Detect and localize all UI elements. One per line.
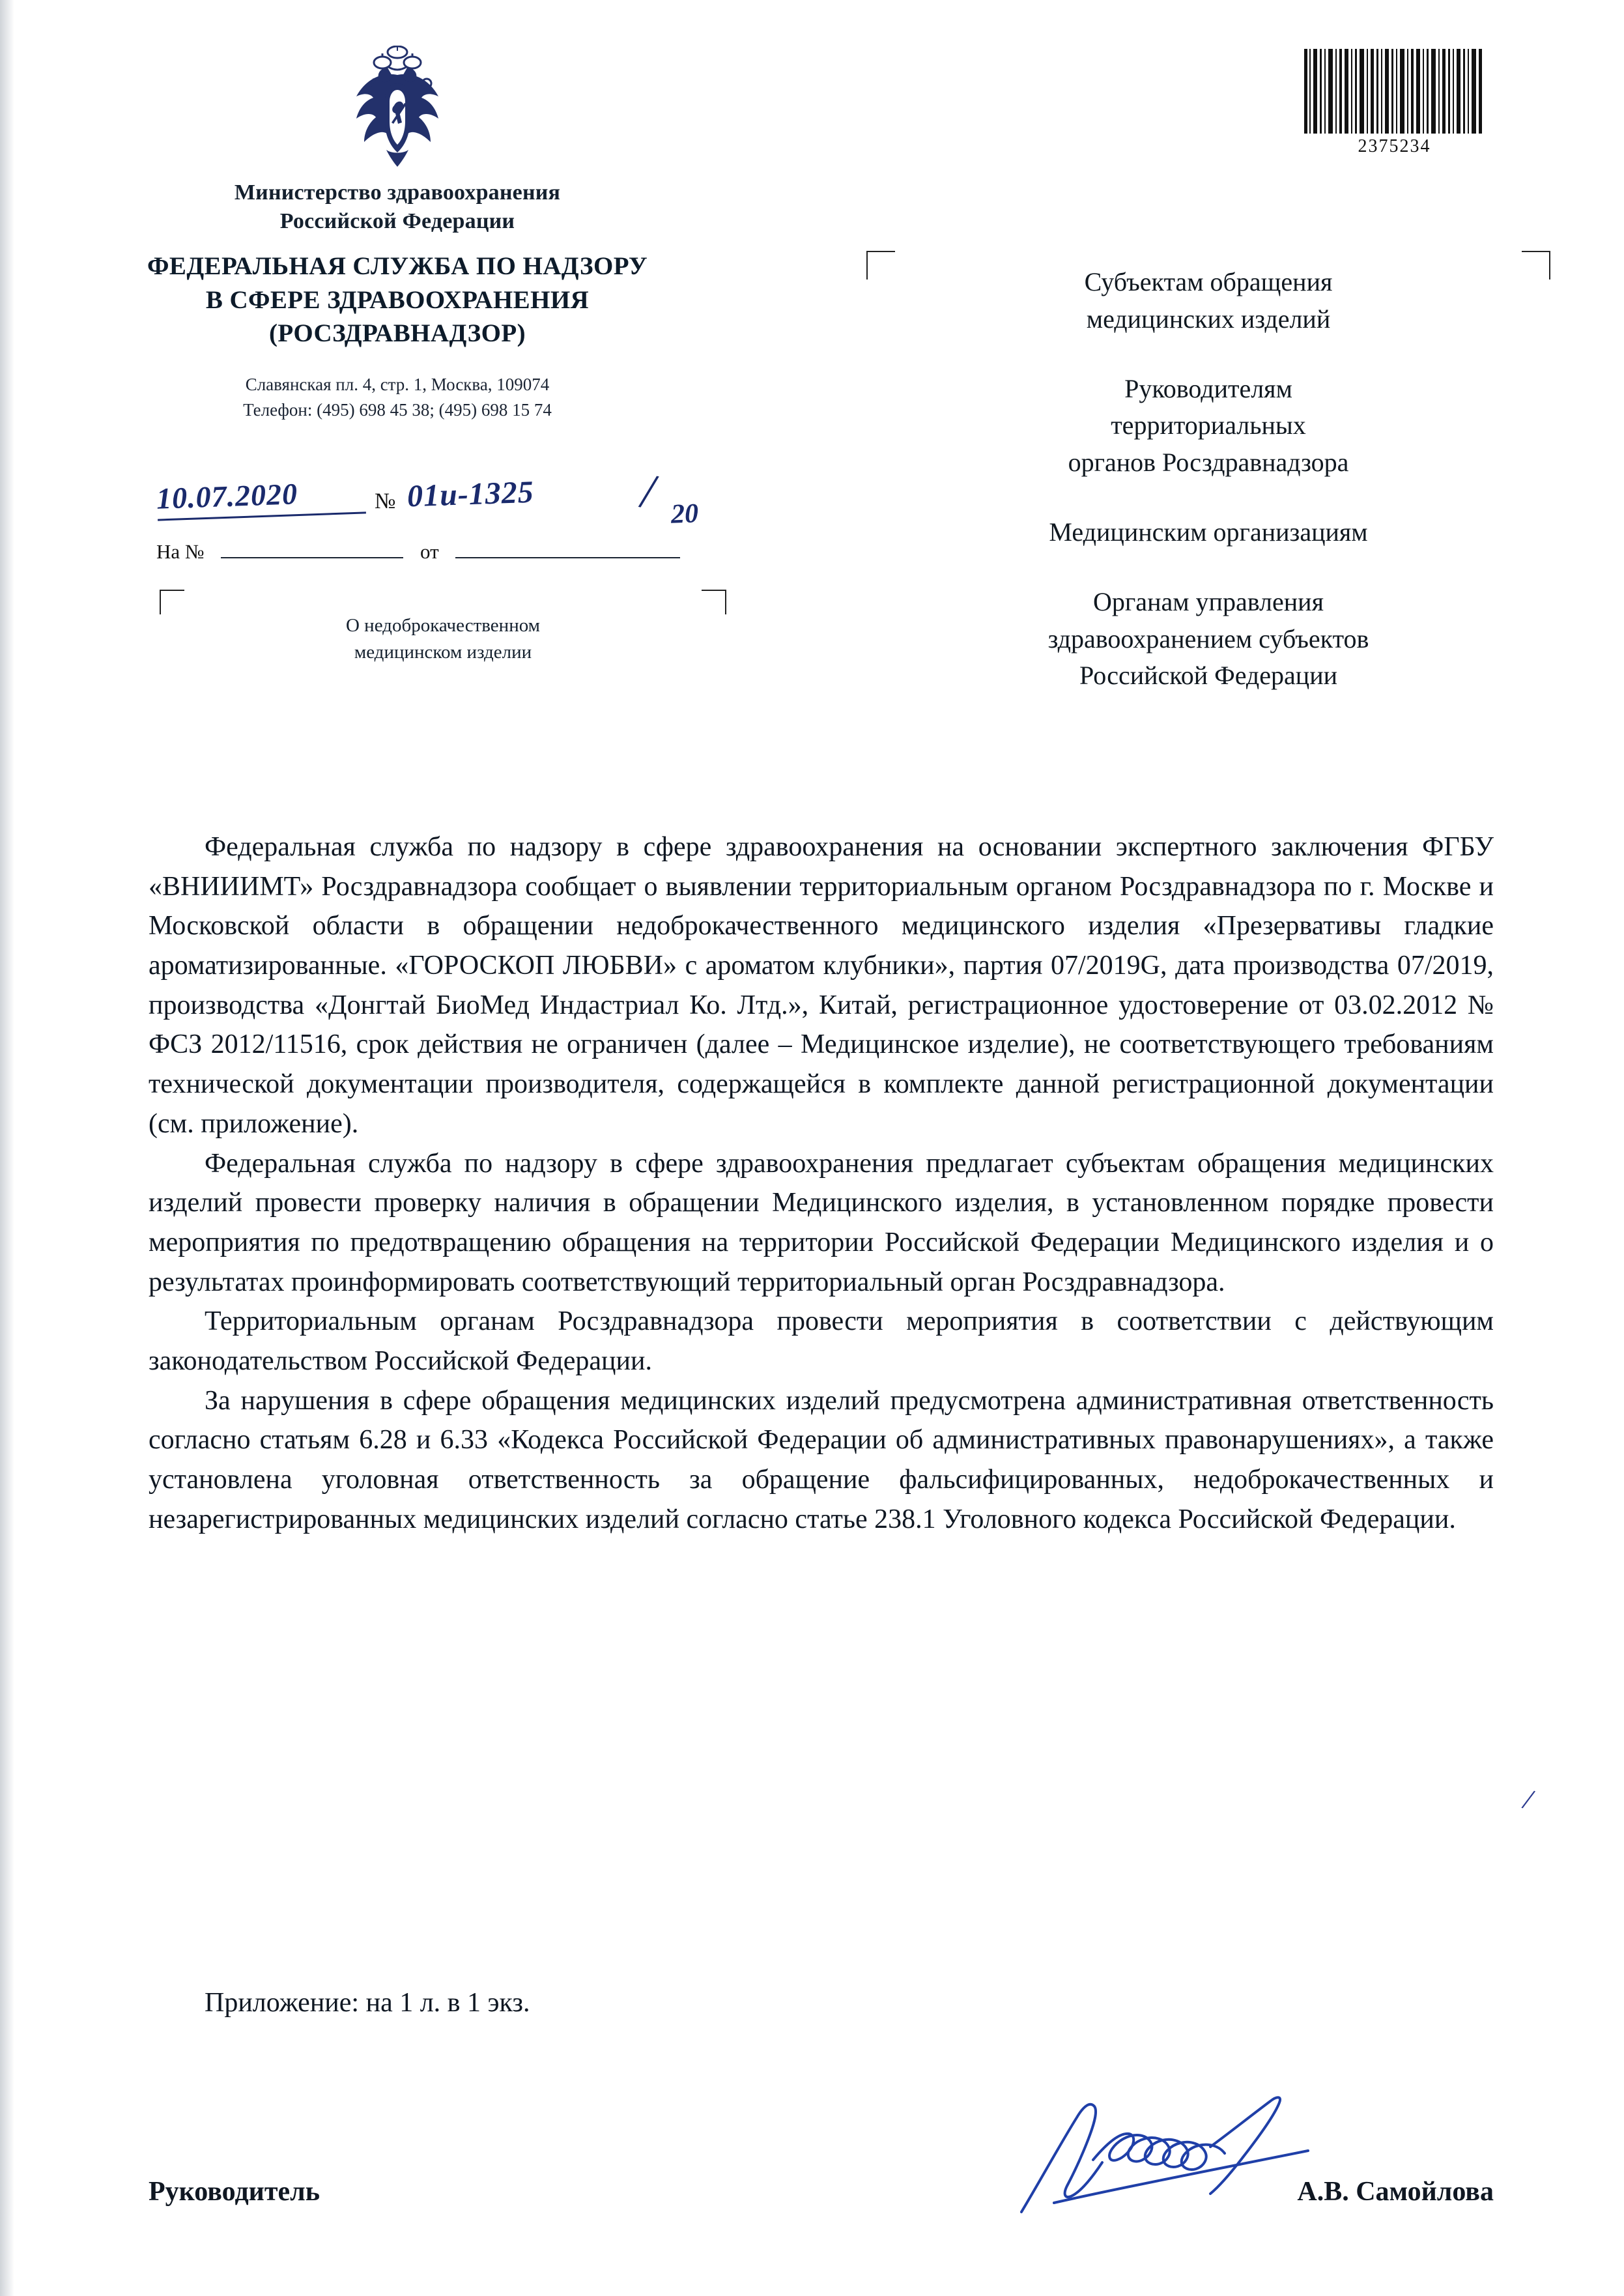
subject-corner-top-left — [160, 590, 184, 614]
handwritten-signature-icon — [1015, 2082, 1321, 2218]
letter-body — [149, 827, 1494, 1539]
registration-year-suffix: 20 — [670, 498, 699, 530]
addressee-corner-top-left — [866, 251, 895, 280]
service-line-3: (РОСЗДРАВНАДЗОР) — [268, 319, 526, 347]
letterhead — [130, 46, 664, 422]
page-edge-shadow — [0, 0, 14, 2296]
attachment-note: Приложение: на 1 л. в 1 экз. — [205, 1988, 530, 2018]
signer-name: А.В. Самойлова — [1297, 2177, 1494, 2207]
subject-text — [160, 612, 726, 666]
reply-date-label: от — [420, 540, 439, 563]
addressee-1-line-2: медицинских изделий — [1086, 304, 1331, 334]
registration-date: 10.07.2020 — [156, 477, 298, 515]
addressee-2-line-3: органов Росздравнадзора — [1068, 448, 1349, 478]
addressee-2-line-2: территориальных — [1111, 410, 1306, 440]
addressee-4-line-3: Российской Федерации — [1079, 661, 1338, 691]
phone-numbers: Телефон: (495) 698 45 38; (495) 698 15 74 — [243, 399, 552, 420]
body-paragraph-4: За нарушения в сфере обращения медицинских изделий предусмотрена административная ответственность согласно статьям 6.28 и 6.33 «Кодекса Российской Федерации об административных правонарушениях», а также установлена уголовная ответственность за обращение фальсифицированных, недоброкачественных и незарегистрированных медицинских изделий согласно статье 238.1 Уголовного кодекса Российской Федерации. — [149, 1385, 1494, 1534]
addressee-4-line-2: здравоохранением субъектов — [1047, 624, 1369, 653]
addressee-3-line-1: Медицинским организациям — [1049, 517, 1368, 547]
addressee-4 — [866, 584, 1550, 695]
barcode-block — [1302, 49, 1487, 157]
stray-ink-mark: / — [1519, 1782, 1538, 1816]
registration-number: 01и-1325 — [406, 474, 535, 514]
registration-row — [156, 461, 699, 530]
ministry-name — [130, 179, 664, 235]
service-line-2: В СФЕРЕ ЗДРАВООХРАНЕНИЯ — [205, 285, 590, 314]
addressee-2-line-1: Руководителям — [1124, 373, 1292, 403]
subject-corner-top-right — [702, 590, 726, 614]
body-paragraph-1: Федеральная служба по надзору в сфере здравоохранения на основании экспертного заключения ФГБУ «ВНИИИМТ» Росздравнадзора сообщает о выявлении территориальным органом Росздравнадзора по г. Москве и Московской области в обращении недоброкачественного медицинского изделия «Презервативы гладкие ароматизированные. «ГОРОСКОП ЛЮБВИ» с ароматом клубники», партия 07/2019G, дата производства 07/2019, производства «Донгтай БиоМед Индастриал Ко. Лтд.», Китай, регистрационное удостоверение от 03.02.2012 № ФСЗ 2012/11516, срок действия не ограничен (далее – Медицинское изделие), не соответствующего требованиям технической документации производителя, содержащейся в комплекте данной регистрационной документации (см. приложение). — [149, 832, 1494, 1139]
addressee-1 — [866, 264, 1550, 338]
addressee-4-line-1: Органам управления — [1093, 586, 1324, 616]
subject-block — [160, 590, 726, 674]
reply-reference-row — [156, 538, 723, 564]
body-paragraph-3: Территориальным органам Росздравнадзора провести мероприятия в соответствии с действующим законодательством Российской Федерации. — [149, 1306, 1494, 1376]
subject-line-2: медицинском изделии — [354, 642, 532, 663]
addressee-block — [866, 251, 1550, 772]
registration-slash: / — [636, 461, 662, 521]
signer-title: Руководитель — [149, 2177, 320, 2207]
service-line-1: ФЕДЕРАЛЬНАЯ СЛУЖБА ПО НАДЗОРУ — [147, 252, 648, 281]
barcode-number: 2375234 — [1358, 136, 1431, 156]
service-name — [130, 250, 664, 350]
russian-coat-of-arms-icon — [342, 46, 453, 169]
ministry-line-2: Российской Федерации — [279, 208, 515, 233]
addressee-3 — [866, 514, 1550, 551]
contact-block — [130, 372, 664, 422]
reply-number-field[interactable] — [221, 538, 403, 558]
body-paragraph-2: Федеральная служба по надзору в сфере здравоохранения предлагает субъектам обращения медицинских изделий провести проверку наличия в обращении Медицинского изделия, в установленном порядке провести мероприятия по предотвращению обращения на территории Российской Федерации Медицинского изделия и о результатах проинформировать соответствующий территориальный орган Росздравнадзора. — [149, 1148, 1494, 1297]
addressee-1-line-1: Субъектам обращения — [1084, 267, 1333, 296]
subject-line-1: О недоброкачественном — [345, 615, 541, 636]
addressee-2 — [866, 371, 1550, 481]
barcode-icon — [1302, 49, 1487, 134]
reply-date-field[interactable] — [455, 538, 680, 558]
number-sign: № — [375, 489, 396, 513]
ministry-line-1: Министерство здравоохранения — [234, 180, 561, 205]
reply-number-label: На № — [156, 540, 205, 563]
postal-address: Славянская пл. 4, стр. 1, Москва, 109074 — [245, 375, 550, 395]
addressee-corner-top-right — [1522, 251, 1550, 280]
